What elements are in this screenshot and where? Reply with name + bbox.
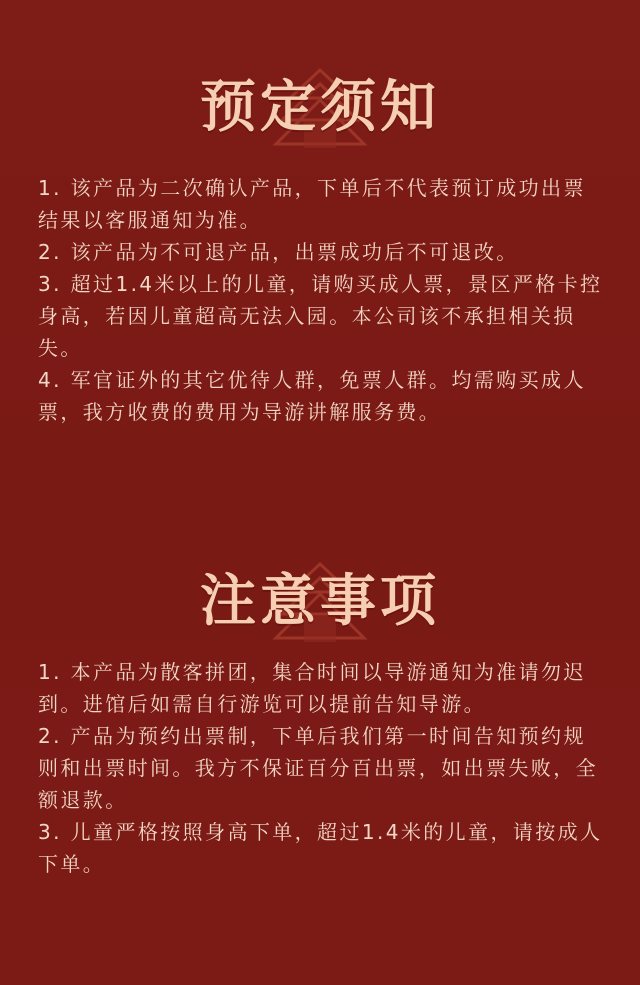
section-title: 预定须知	[200, 74, 440, 140]
precautions-section	[0, 556, 640, 876]
section-title: 注意事项	[200, 568, 440, 634]
list-item: 1. 该产品为二次确认产品，下单后不代表预订成功出票结果以客服通知为准。	[38, 176, 586, 232]
list-item: 4. 军官证外的其它优待人群，免票人群。均需购买成人票，我方收费的费用为导游讲解服务费。	[38, 368, 586, 424]
section-header	[0, 62, 640, 152]
list-item: 3. 超过1.4米以上的儿童，请购买成人票，景区严格卡控身高，若因儿童超高无法入园。本公司该不承担相关损失。	[38, 272, 603, 360]
list-item: 2. 该产品为不可退产品，出票成功后不可退改。	[38, 240, 519, 264]
section-header	[0, 556, 640, 646]
booking-notice-section	[0, 62, 640, 424]
list-item: 1. 本产品为散客拼团，集合时间以导游通知为准请勿迟到。进馆后如需自行游览可以提前告知导游。	[38, 660, 586, 716]
list-item: 2. 产品为预约出票制，下单后我们第一时间告知预约规则和出票时间。我方不保证百分百出票，如出票失败，全额退款。	[38, 724, 598, 812]
notice-list	[38, 656, 608, 880]
list-item: 3. 儿童严格按照身高下单，超过1.4米的儿童，请按成人下单。	[38, 820, 603, 876]
notice-list	[38, 172, 608, 428]
